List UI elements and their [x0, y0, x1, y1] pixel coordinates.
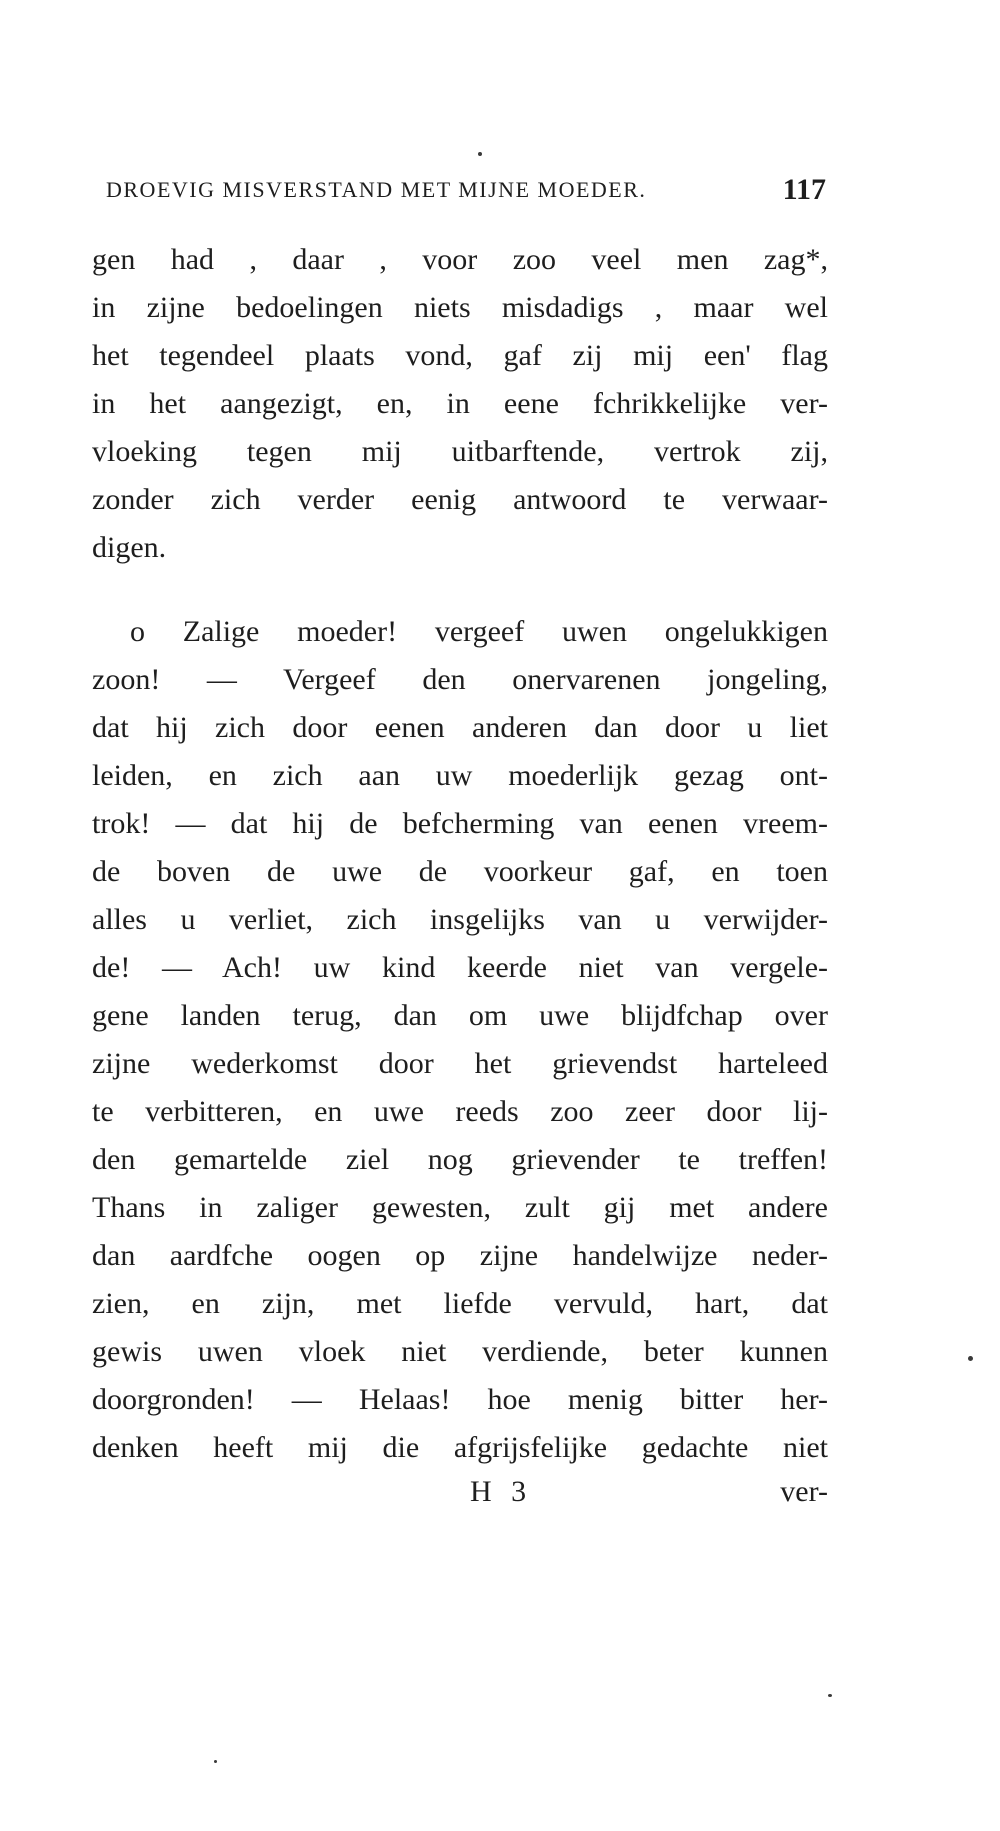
running-head-title: DROEVIG MISVERSTAND MET MIJNE MOEDER.	[106, 177, 647, 202]
text-line: de! — Ach! uw kind keerde niet van vergele-	[92, 951, 828, 984]
text-line: dan aardfche oogen op zijne handelwijze neder-	[92, 1239, 828, 1272]
page-number: 117	[782, 173, 826, 206]
text-line: vloeking tegen mij uitbarftende, vertrok zij,	[92, 435, 828, 468]
text-line: in zijne bedoelingen niets misdadigs , maar wel	[92, 291, 828, 324]
page-footer	[92, 1468, 828, 1516]
text-line: dat hij zich door eenen anderen dan door u liet	[92, 711, 828, 744]
print-speck	[478, 152, 482, 156]
text-line: trok! — dat hij de befcherming van eenen vreem-	[92, 807, 828, 840]
print-speck	[214, 1760, 217, 1763]
text-line: doorgronden! — Helaas! hoe menig bitter her-	[92, 1383, 828, 1416]
text-line: den gemartelde ziel nog grievender te treffen!	[92, 1143, 828, 1176]
text-line: gene landen terug, dan om uwe blijdfchap over	[92, 999, 828, 1032]
text-line: o Zalige moeder! vergeef uwen ongelukkigen	[130, 615, 828, 648]
running-head	[106, 172, 826, 208]
text-line: zonder zich verder eenig antwoord te verwaar-	[92, 483, 828, 516]
print-speck	[968, 1356, 973, 1361]
paragraph-2	[92, 608, 828, 1472]
text-line: zoon! — Vergeef den onervarenen jongeling,	[92, 663, 828, 696]
print-speck	[828, 1694, 832, 1697]
paragraph-1	[92, 236, 828, 572]
text-line: denken heeft mij die afgrijsfelijke gedachte niet	[92, 1431, 828, 1464]
signature-mark: H 3	[470, 1475, 533, 1508]
text-line: zien, en zijn, met liefde vervuld, hart, dat	[92, 1287, 828, 1320]
text-line: het tegendeel plaats vond, gaf zij mij een' flag	[92, 339, 828, 372]
text-line: zijne wederkomst door het grievendst harteleed	[92, 1047, 828, 1080]
text-line: gen had , daar , voor zoo veel men zag*,	[92, 243, 828, 276]
text-line: digen.	[92, 531, 167, 564]
catchword: ver-	[780, 1475, 828, 1508]
text-line: te verbitteren, en uwe reeds zoo zeer door lij-	[92, 1095, 828, 1128]
text-line: alles u verliet, zich insgelijks van u verwijder-	[92, 903, 828, 936]
text-line: leiden, en zich aan uw moederlijk gezag ont-	[92, 759, 828, 792]
text-line: in het aangezigt, en, in eene fchrikkelijke ver-	[92, 387, 828, 420]
text-line: Thans in zaliger gewesten, zult gij met andere	[92, 1191, 828, 1224]
text-line: gewis uwen vloek niet verdiende, beter kunnen	[92, 1335, 828, 1368]
text-line: de boven de uwe de voorkeur gaf, en toen	[92, 855, 828, 888]
